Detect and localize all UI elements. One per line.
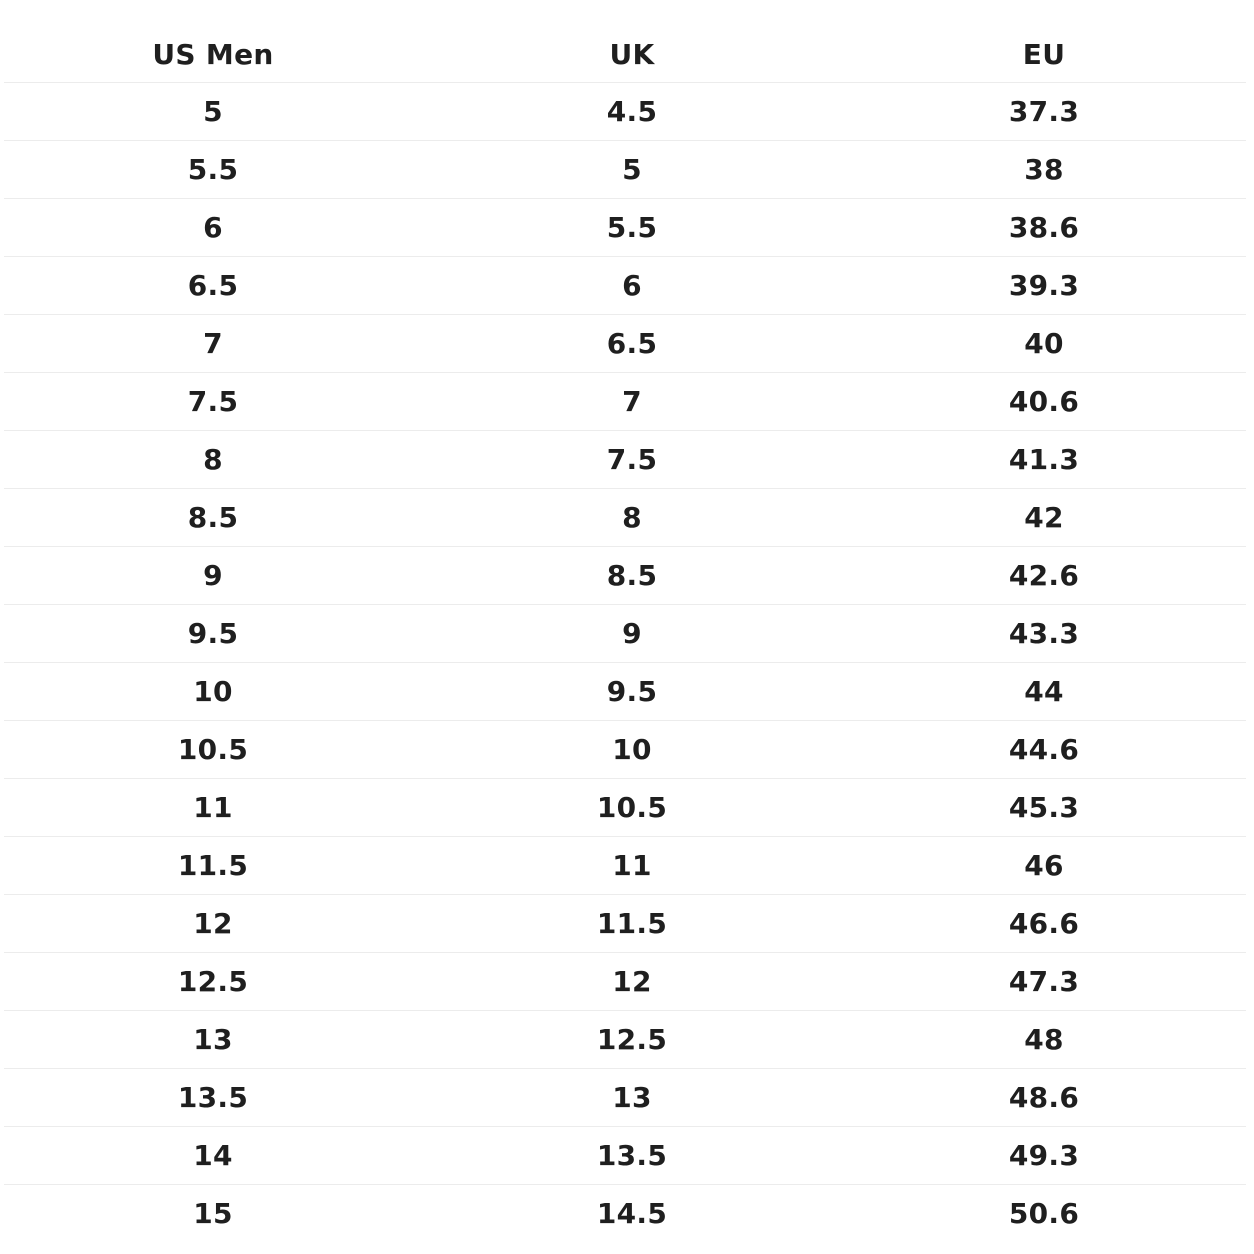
table-row xyxy=(4,895,1246,953)
us-men-cell: 15 xyxy=(193,1197,233,1230)
eu-cell: 47.3 xyxy=(842,953,1246,1011)
eu-cell: 43.3 xyxy=(842,605,1246,663)
eu-cell: 42 xyxy=(842,489,1246,547)
uk-cell: 10 xyxy=(422,721,842,779)
table-row xyxy=(4,663,1246,721)
uk-cell: 12.5 xyxy=(422,1011,842,1069)
table-row xyxy=(4,1127,1246,1185)
uk-cell: 8 xyxy=(422,489,842,547)
eu-cell: 44 xyxy=(842,663,1246,721)
uk-cell: 11.5 xyxy=(422,895,842,953)
header-eu: EU xyxy=(842,26,1246,83)
table-row xyxy=(4,721,1246,779)
uk-cell: 7.5 xyxy=(422,431,842,489)
us-men-cell: 8.5 xyxy=(4,489,422,547)
us-men-cell: 11 xyxy=(4,779,422,837)
eu-cell: 39.3 xyxy=(842,257,1246,315)
us-men-cell: 12 xyxy=(4,895,422,953)
header-uk: UK xyxy=(422,26,842,83)
uk-cell: 13 xyxy=(422,1069,842,1127)
eu-cell: 40 xyxy=(842,315,1246,373)
table-row xyxy=(4,1069,1246,1127)
us-men-cell: 13.5 xyxy=(4,1069,422,1127)
us-men-cell: 8 xyxy=(4,431,422,489)
header-us-men: US Men xyxy=(4,26,422,83)
uk-cell: 6.5 xyxy=(422,315,842,373)
us-men-cell: 7 xyxy=(4,315,422,373)
us-men-cell: 5 xyxy=(4,83,422,141)
table-row xyxy=(4,199,1246,257)
eu-cell: 49.3 xyxy=(842,1127,1246,1185)
table-row xyxy=(4,373,1246,431)
table-row xyxy=(4,953,1246,1011)
size-conversion-table xyxy=(4,26,1246,1242)
eu-cell: 41.3 xyxy=(842,431,1246,489)
eu-cell: 44.6 xyxy=(842,721,1246,779)
us-men-cell: 9 xyxy=(4,547,422,605)
eu-cell: 50.6 xyxy=(1008,1197,1080,1230)
uk-cell: 9.5 xyxy=(422,663,842,721)
uk-cell: 5.5 xyxy=(422,199,842,257)
uk-cell: 6 xyxy=(422,257,842,315)
table-row xyxy=(4,257,1246,315)
table-row xyxy=(4,83,1246,141)
eu-cell: 38 xyxy=(842,141,1246,199)
uk-cell: 13.5 xyxy=(422,1127,842,1185)
uk-cell: 9 xyxy=(422,605,842,663)
uk-cell: 14.5 xyxy=(596,1197,668,1230)
table-row xyxy=(4,1011,1246,1069)
us-men-cell: 9.5 xyxy=(4,605,422,663)
uk-cell: 4.5 xyxy=(422,83,842,141)
table-row xyxy=(4,489,1246,547)
us-men-cell: 6 xyxy=(4,199,422,257)
us-men-cell: 10.5 xyxy=(4,721,422,779)
uk-cell: 7 xyxy=(422,373,842,431)
eu-cell: 37.3 xyxy=(842,83,1246,141)
uk-cell: 11 xyxy=(422,837,842,895)
uk-cell: 12 xyxy=(422,953,842,1011)
eu-cell: 48 xyxy=(842,1011,1246,1069)
us-men-cell: 14 xyxy=(4,1127,422,1185)
table-header xyxy=(4,26,1246,83)
us-men-cell: 12.5 xyxy=(4,953,422,1011)
us-men-cell: 10 xyxy=(4,663,422,721)
us-men-cell: 6.5 xyxy=(4,257,422,315)
table-row xyxy=(4,837,1246,895)
uk-cell: 5 xyxy=(422,141,842,199)
table-row xyxy=(4,547,1246,605)
us-men-cell: 11.5 xyxy=(4,837,422,895)
eu-cell: 48.6 xyxy=(842,1069,1246,1127)
uk-cell: 8.5 xyxy=(422,547,842,605)
eu-cell: 40.6 xyxy=(842,373,1246,431)
table-row xyxy=(4,141,1246,199)
eu-cell: 46 xyxy=(842,837,1246,895)
table-row xyxy=(4,431,1246,489)
uk-cell: 10.5 xyxy=(422,779,842,837)
eu-cell: 38.6 xyxy=(842,199,1246,257)
eu-cell: 42.6 xyxy=(842,547,1246,605)
eu-cell: 46.6 xyxy=(842,895,1246,953)
eu-cell: 45.3 xyxy=(842,779,1246,837)
table-row xyxy=(4,605,1246,663)
table-row xyxy=(4,779,1246,837)
table-row xyxy=(4,315,1246,373)
us-men-cell: 13 xyxy=(4,1011,422,1069)
table-row xyxy=(4,1185,1246,1243)
table-body xyxy=(4,83,1246,1243)
us-men-cell: 7.5 xyxy=(4,373,422,431)
us-men-cell: 5.5 xyxy=(4,141,422,199)
header-row xyxy=(4,26,1246,83)
